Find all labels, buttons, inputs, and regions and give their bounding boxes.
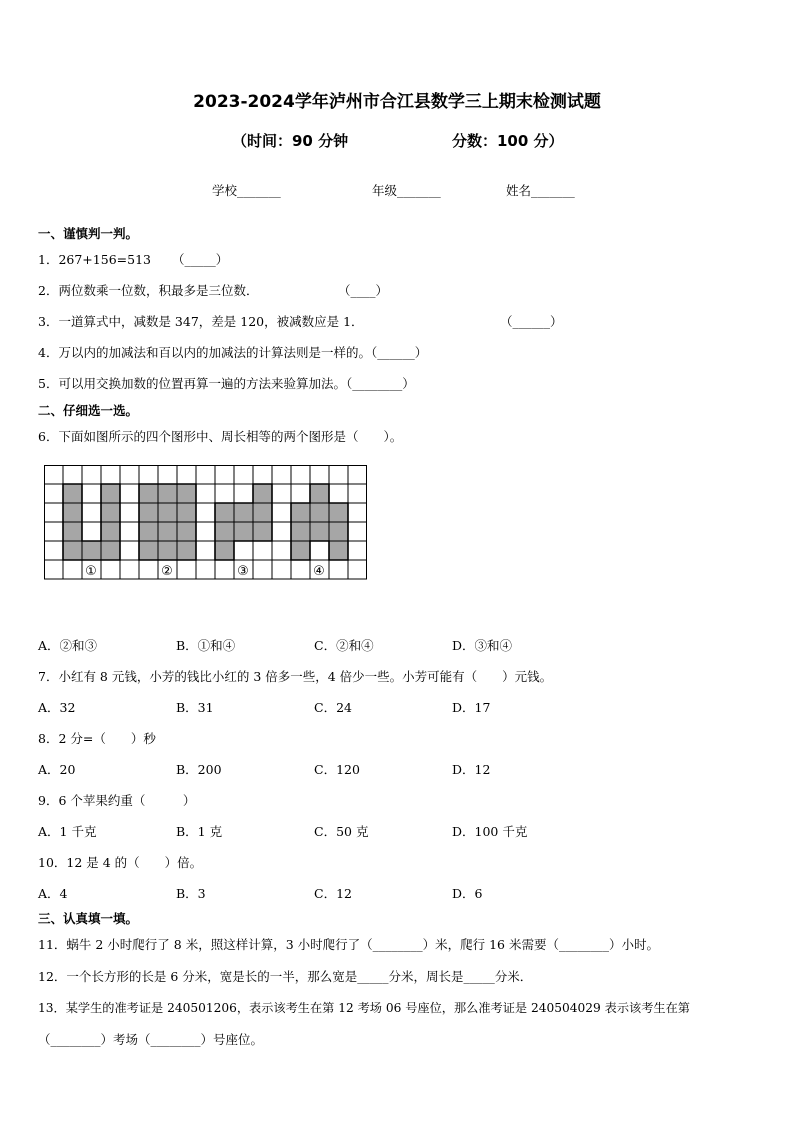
label-2: ②	[161, 564, 173, 579]
q7-option-b[interactable]: B．31	[176, 700, 214, 715]
question-4: 4．万以内的加减法和百以内的加减法的计算法则是一样的。（______）	[38, 345, 428, 360]
exam-score: 分数：100 分）	[452, 132, 564, 150]
q9-option-a[interactable]: A．1 千克	[38, 824, 97, 839]
q9-option-b[interactable]: B．1 克	[176, 824, 223, 839]
q9-option-c[interactable]: C．50 克	[314, 824, 369, 839]
question-13: 13．某学生的准考证是 240501206，表示该考生在第 12 考场 06 号座位，那么准考证是 240504029 表示该考生在第	[38, 1001, 690, 1015]
section-2-heading: 二、仔细选一选。	[38, 403, 139, 418]
label-3: ③	[237, 564, 249, 579]
q10-option-d[interactable]: D．6	[452, 886, 483, 901]
question-2: 2．两位数乘一位数，积最多是三位数．	[38, 283, 259, 298]
grid-lines	[44, 465, 367, 579]
question-7: 7．小红有 8 元钱，小芳的钱比小红的 3 倍多一些，4 倍少一些。小芳可能有（ ）元钱。	[38, 669, 553, 684]
q6-option-d[interactable]: D．③和④	[452, 638, 513, 653]
name-field: 姓名_______	[506, 183, 575, 198]
question-9: 9．6 个苹果约重（ ）	[38, 793, 196, 808]
question-1: 1．267+156=513	[38, 252, 151, 267]
question-2-blank: （____）	[338, 283, 389, 298]
grade-field: 年级_______	[372, 183, 441, 198]
question-5: 5．可以用交换加数的位置再算一遍的方法来验算加法。（________）	[38, 376, 415, 391]
section-1-heading: 一、谨慎判一判。	[38, 226, 139, 241]
q6-option-b[interactable]: B．①和④	[176, 638, 236, 653]
q10-option-c[interactable]: C．12	[314, 886, 352, 901]
question-1-blank: （_____）	[172, 252, 229, 267]
label-1: ①	[85, 564, 97, 579]
question-3-blank: （______）	[500, 314, 563, 329]
school-field: 学校_______	[212, 183, 281, 198]
question-10: 10．12 是 4 的（ ）倍。	[38, 855, 203, 870]
question-11: 11．蜗牛 2 小时爬行了 8 米，照这样计算，3 小时爬行了（________）米，爬行 16 米需要（________）小时。	[38, 937, 659, 952]
question-13-blanks: （________）考场（________）号座位。	[38, 1032, 264, 1047]
page-title: 2023-2024学年泸州市合江县数学三上期末检测试题	[193, 92, 601, 112]
grid-figure	[44, 465, 368, 581]
q10-option-b[interactable]: B．3	[176, 886, 206, 901]
q8-option-c[interactable]: C．120	[314, 762, 360, 777]
question-6: 6．下面如图所示的四个图形中、周长相等的两个图形是（ ）。	[38, 429, 403, 444]
q7-option-d[interactable]: D．17	[452, 700, 491, 715]
q6-option-a[interactable]: A．②和③	[38, 638, 98, 653]
q7-option-a[interactable]: A．32	[38, 700, 76, 715]
q7-option-c[interactable]: C．24	[314, 700, 352, 715]
section-3-heading: 三、认真填一填。	[38, 911, 139, 926]
q8-option-a[interactable]: A．20	[38, 762, 76, 777]
q8-option-d[interactable]: D．12	[452, 762, 491, 777]
question-12: 12．一个长方形的长是 6 分米，宽是长的一半，那么宽是_____分米，周长是_____分米．	[38, 969, 533, 984]
q10-option-a[interactable]: A．4	[38, 886, 68, 901]
question-3: 3．一道算式中，减数是 347，差是 120，被减数应是 1．	[38, 314, 364, 329]
q8-option-b[interactable]: B．200	[176, 762, 222, 777]
q9-option-d[interactable]: D．100 千克	[452, 824, 528, 839]
exam-time: （时间：90 分钟	[232, 132, 349, 150]
q6-option-c[interactable]: C．②和④	[314, 638, 374, 653]
question-8: 8．2 分=（ ）秒	[38, 731, 156, 746]
label-4: ④	[313, 564, 325, 579]
